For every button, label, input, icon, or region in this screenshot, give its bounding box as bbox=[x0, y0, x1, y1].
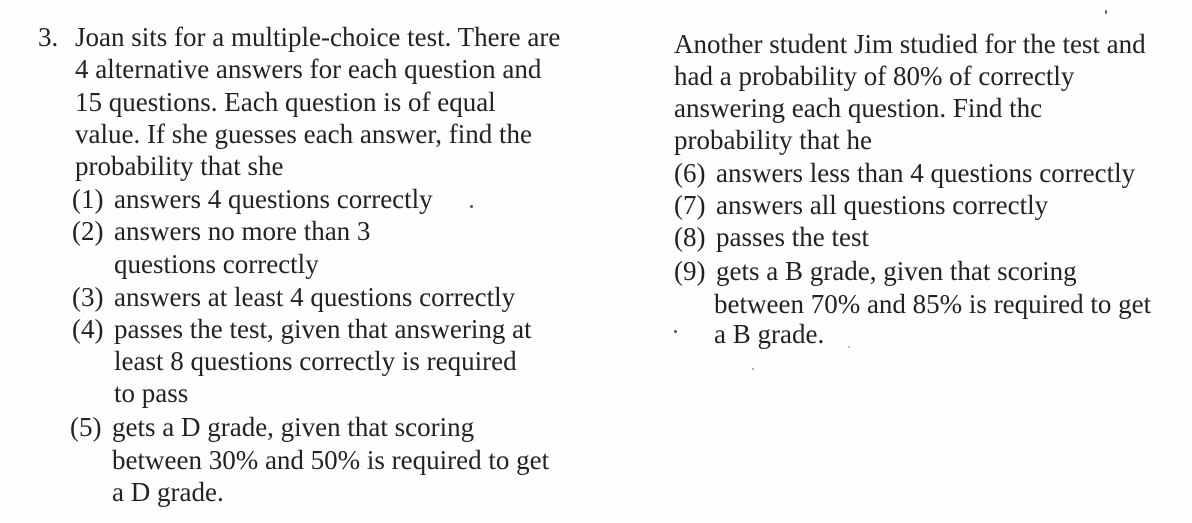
part-text: passes the test, given that answering at bbox=[114, 314, 532, 344]
intro-line: had a probability of 80% of correctly bbox=[674, 61, 1075, 91]
part-text: gets a B grade, given that scoring bbox=[716, 256, 1077, 286]
intro-line: Another student Jim studied for the test and bbox=[674, 29, 1146, 59]
part-label: (3) bbox=[72, 282, 104, 312]
part-text: to pass bbox=[114, 378, 189, 408]
part-text: answers at least 4 questions correctly bbox=[114, 282, 516, 312]
stem-line: probability that she bbox=[75, 151, 284, 181]
stem-line: 15 questions. Each question is of equal bbox=[75, 87, 496, 117]
scan-speck bbox=[1105, 10, 1107, 14]
part-label: (5) bbox=[70, 412, 102, 442]
scan-speck bbox=[752, 368, 754, 370]
stem-line: 4 alternative answers for each question and bbox=[75, 54, 542, 84]
stem-line: value. If she guesses each answer, find the bbox=[75, 119, 532, 149]
part-label: (8) bbox=[674, 222, 706, 252]
part-text: answers all questions correctly bbox=[716, 190, 1049, 220]
part-text: answers 4 questions correctly bbox=[114, 184, 433, 214]
question-number: 3. bbox=[38, 22, 59, 52]
part-text: between 70% and 85% is required to get bbox=[714, 289, 1152, 319]
part-label: (4) bbox=[72, 314, 104, 344]
part-text: gets a D grade, given that scoring bbox=[112, 412, 475, 442]
scan-speck bbox=[470, 205, 473, 208]
part-text: a D grade. bbox=[112, 477, 224, 507]
scan-speck bbox=[674, 330, 677, 333]
stem-line: Joan sits for a multiple-choice test. There are bbox=[75, 22, 561, 52]
part-label: (2) bbox=[72, 216, 104, 246]
part-text: questions correctly bbox=[114, 249, 319, 279]
part-text: between 30% and 50% is required to get bbox=[112, 445, 550, 475]
part-text: answers less than 4 questions correctly bbox=[716, 158, 1136, 188]
part-label: (7) bbox=[674, 190, 706, 220]
part-label: (9) bbox=[674, 256, 706, 286]
intro-line: answering each question. Find thc bbox=[674, 93, 1043, 123]
part-label: (6) bbox=[674, 158, 706, 188]
part-text: answers no more than 3 bbox=[114, 216, 371, 246]
part-text: passes the test bbox=[716, 222, 869, 252]
part-label: (1) bbox=[72, 184, 104, 214]
intro-line: probability that he bbox=[674, 125, 872, 155]
part-text: least 8 questions correctly is required bbox=[114, 346, 517, 376]
scan-speck bbox=[848, 346, 850, 348]
part-text: a B grade. bbox=[714, 319, 825, 349]
